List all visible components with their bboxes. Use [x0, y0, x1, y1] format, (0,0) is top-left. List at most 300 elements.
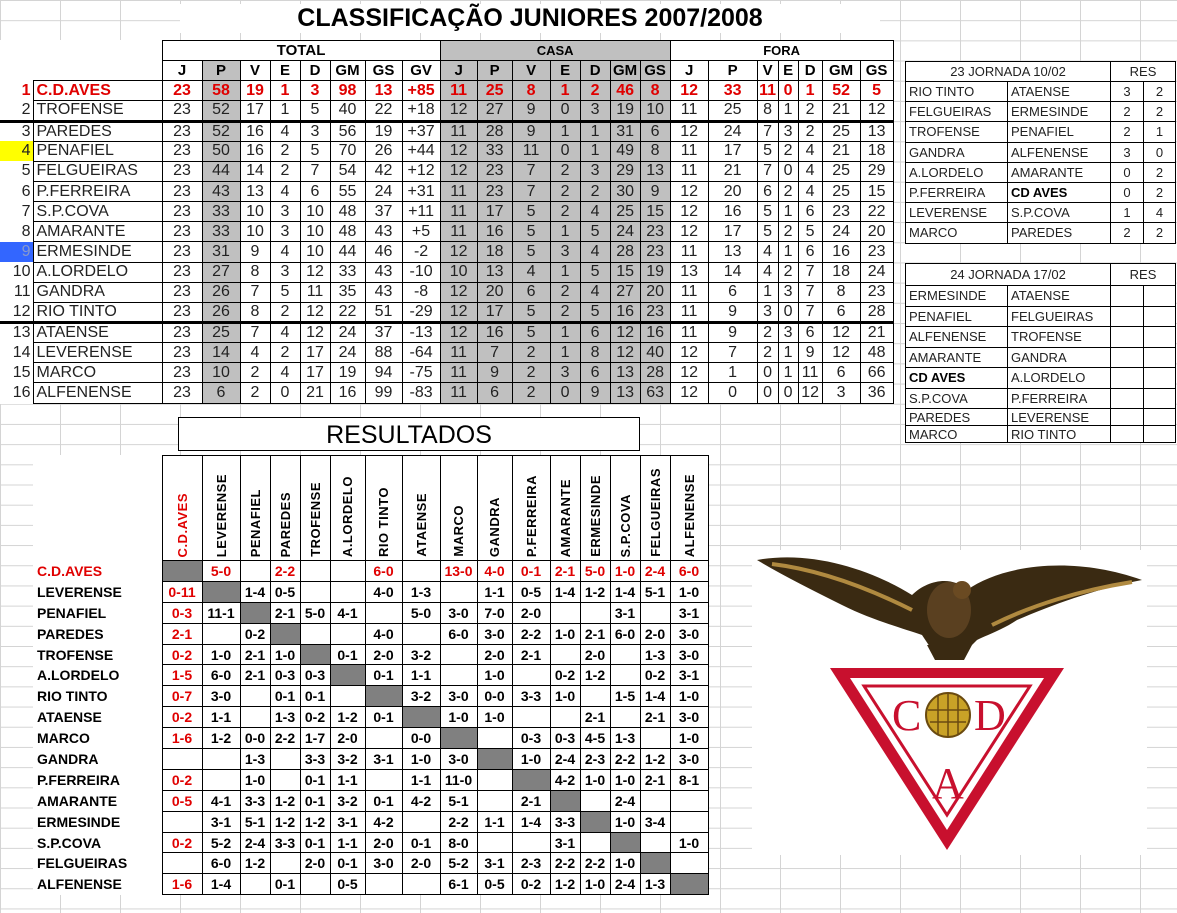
col-team-label: ATAENSE	[413, 493, 429, 557]
score-cell: 2-2	[512, 623, 550, 644]
casa-d: 8	[580, 343, 610, 363]
score-cell: 1-1	[202, 707, 240, 728]
score-cell: 3-0	[440, 686, 477, 707]
d: 5	[300, 101, 330, 121]
p: 50	[202, 141, 240, 161]
casa-gs: 6	[640, 121, 670, 141]
score-cell: 1-0	[580, 874, 610, 895]
diagonal-cell	[640, 853, 670, 874]
score-cell: 1-3	[640, 644, 670, 665]
fora-gm: 6	[822, 363, 860, 383]
fora-d: 4	[798, 181, 822, 201]
home-goals	[1111, 286, 1144, 307]
score-cell: 4-1	[202, 790, 240, 811]
score-cell: 3-4	[640, 811, 670, 832]
p: 31	[202, 242, 240, 262]
gv: +85	[402, 81, 440, 101]
col-team-label: C.D.AVES	[174, 492, 190, 557]
score-cell: 0-0	[240, 728, 270, 749]
fora-j: 11	[670, 302, 708, 322]
fora-p: 33	[708, 81, 757, 101]
score-cell: 0-3	[550, 728, 580, 749]
fixture-row	[906, 347, 1176, 368]
row-team-label: C.D.AVES	[33, 561, 162, 582]
group-total: TOTAL	[162, 41, 440, 61]
score-cell: 3-3	[240, 790, 270, 811]
j: 23	[162, 202, 202, 222]
score-cell: 2-1	[162, 623, 202, 644]
score-cell: 0-1	[300, 790, 330, 811]
fora-v: 4	[757, 242, 778, 262]
p: 33	[202, 222, 240, 242]
rank: 6	[0, 181, 33, 201]
score-cell: 6-0	[670, 561, 708, 582]
fora-v: 5	[757, 141, 778, 161]
rank: 15	[0, 363, 33, 383]
fora-v: 0	[757, 383, 778, 403]
fora-p: 20	[708, 181, 757, 201]
row-team-label: RIO TINTO	[33, 686, 162, 707]
casa-p: 16	[477, 222, 512, 242]
score-cell: 1-0	[610, 561, 640, 582]
team-name: PENAFIEL	[33, 141, 162, 161]
j: 23	[162, 81, 202, 101]
score-cell: 5-1	[440, 790, 477, 811]
fixture-row	[906, 426, 1176, 443]
score-cell	[610, 644, 640, 665]
diagonal-cell	[202, 581, 240, 602]
standings-row	[0, 141, 893, 161]
casa-p: 20	[477, 282, 512, 302]
rank: 2	[0, 101, 33, 121]
e: 4	[270, 363, 300, 383]
casa-v: 5	[512, 302, 550, 322]
gm: 56	[330, 121, 365, 141]
score-cell: 1-3	[270, 707, 300, 728]
casa-v: 9	[512, 101, 550, 121]
fora-v: 11	[757, 81, 778, 101]
casa-gm: 31	[610, 121, 640, 141]
away-team: CD AVES	[1008, 182, 1111, 202]
score-cell: 1-0	[202, 644, 240, 665]
row-team-label: PAREDES	[33, 623, 162, 644]
score-cell: 3-2	[330, 790, 365, 811]
score-cell: 5-2	[202, 832, 240, 853]
fora-v: 1	[757, 282, 778, 302]
p: 14	[202, 343, 240, 363]
fora-j: 12	[670, 81, 708, 101]
d: 7	[300, 161, 330, 181]
fora-e: 2	[778, 181, 798, 201]
away-team: TROFENSE	[1008, 327, 1111, 348]
casa-e: 2	[550, 181, 580, 201]
away-team: ATAENSE	[1008, 82, 1111, 102]
score-cell: 0-1	[365, 790, 402, 811]
casa-j: 12	[440, 302, 477, 322]
home-goals	[1111, 327, 1144, 348]
fora-j: 12	[670, 383, 708, 403]
score-cell: 3-2	[402, 686, 440, 707]
matrix-col-header	[162, 456, 202, 561]
score-cell: 3-1	[670, 665, 708, 686]
v: 2	[240, 363, 270, 383]
casa-p: 25	[477, 81, 512, 101]
score-cell: 1-1	[402, 665, 440, 686]
score-cell	[240, 707, 270, 728]
e: 0	[270, 383, 300, 403]
matrix-row	[33, 728, 708, 749]
score-cell: 2-2	[270, 561, 300, 582]
fora-col-header: P	[708, 61, 757, 81]
casa-j: 11	[440, 121, 477, 141]
score-cell: 2-3	[580, 749, 610, 770]
d: 12	[300, 322, 330, 342]
matrix-col-header	[202, 456, 240, 561]
away-goals: 2	[1144, 82, 1176, 102]
gv: -29	[402, 302, 440, 322]
rank: 7	[0, 202, 33, 222]
gv: +37	[402, 121, 440, 141]
fora-gs: 36	[860, 383, 893, 403]
casa-e: 0	[550, 141, 580, 161]
score-cell: 1-1	[330, 769, 365, 790]
score-cell: 2-1	[580, 707, 610, 728]
row-team-label: FELGUEIRAS	[33, 853, 162, 874]
column-header-row	[0, 61, 893, 81]
rank: 12	[0, 302, 33, 322]
row-team-label: LEVERENSE	[33, 581, 162, 602]
rank: 14	[0, 343, 33, 363]
j: 23	[162, 101, 202, 121]
standings-table	[0, 40, 894, 404]
fora-j: 11	[670, 141, 708, 161]
blank	[33, 41, 162, 61]
casa-p: 28	[477, 121, 512, 141]
standings-row	[0, 161, 893, 181]
fora-gm: 25	[822, 161, 860, 181]
fixture-row	[906, 102, 1176, 122]
score-cell: 3-3	[512, 686, 550, 707]
casa-col-header: D	[580, 61, 610, 81]
fora-gs: 5	[860, 81, 893, 101]
e: 4	[270, 181, 300, 201]
score-cell: 3-3	[300, 749, 330, 770]
d: 10	[300, 202, 330, 222]
standings-row	[0, 242, 893, 262]
gm: 70	[330, 141, 365, 161]
standings-row	[0, 282, 893, 302]
fora-d: 2	[798, 121, 822, 141]
score-cell: 0-5	[512, 581, 550, 602]
score-cell: 1-2	[640, 749, 670, 770]
home-goals: 2	[1111, 102, 1144, 122]
gs: 13	[365, 81, 402, 101]
score-cell: 1-4	[640, 686, 670, 707]
col-header: D	[300, 61, 330, 81]
score-cell: 0-1	[300, 686, 330, 707]
casa-e: 2	[550, 202, 580, 222]
casa-j: 12	[440, 322, 477, 342]
home-team: PAREDES	[906, 409, 1008, 426]
home-goals: 2	[1111, 223, 1144, 243]
fora-col-header: GM	[822, 61, 860, 81]
team-name: S.P.COVA	[33, 202, 162, 222]
score-cell: 0-1	[365, 707, 402, 728]
home-team: ERMESINDE	[906, 286, 1008, 307]
round-title: 24 JORNADA 17/02	[906, 264, 1111, 286]
fixture-row	[906, 122, 1176, 142]
team-name: ATAENSE	[33, 322, 162, 342]
score-cell: 0-1	[402, 832, 440, 853]
col-team-label: AMARANTE	[557, 478, 573, 557]
score-cell: 1-0	[477, 707, 512, 728]
score-cell	[402, 811, 440, 832]
team-name: GANDRA	[33, 282, 162, 302]
score-cell	[670, 811, 708, 832]
score-cell	[270, 749, 300, 770]
team-name: LEVERENSE	[33, 343, 162, 363]
score-cell: 3-0	[202, 686, 240, 707]
fora-gs: 48	[860, 343, 893, 363]
away-goals	[1144, 286, 1176, 307]
score-cell	[580, 790, 610, 811]
score-cell: 4-0	[365, 623, 402, 644]
score-cell	[365, 874, 402, 895]
casa-col-header: E	[550, 61, 580, 81]
score-cell	[300, 581, 330, 602]
standings-row	[0, 343, 893, 363]
away-team: FELGUEIRAS	[1008, 306, 1111, 327]
score-cell: 0-5	[270, 581, 300, 602]
home-team: ALFENENSE	[906, 327, 1008, 348]
score-cell: 13-0	[440, 561, 477, 582]
fora-e: 0	[778, 383, 798, 403]
fora-p: 7	[708, 343, 757, 363]
fora-gs: 24	[860, 262, 893, 282]
score-cell: 1-2	[330, 707, 365, 728]
fora-d: 5	[798, 222, 822, 242]
casa-v: 5	[512, 202, 550, 222]
fora-gm: 21	[822, 101, 860, 121]
casa-j: 10	[440, 262, 477, 282]
score-cell: 0-2	[162, 707, 202, 728]
score-cell	[550, 707, 580, 728]
p: 26	[202, 282, 240, 302]
away-goals: 1	[1144, 122, 1176, 142]
j: 23	[162, 121, 202, 141]
col-team-label: MARCO	[451, 505, 466, 557]
d: 12	[300, 302, 330, 322]
diagonal-cell	[477, 749, 512, 770]
v: 13	[240, 181, 270, 201]
score-cell	[640, 728, 670, 749]
score-cell: 2-0	[330, 728, 365, 749]
score-cell	[512, 832, 550, 853]
matrix-row	[33, 790, 708, 811]
casa-gs: 28	[640, 363, 670, 383]
fixture-row	[906, 142, 1176, 162]
e: 2	[270, 302, 300, 322]
v: 17	[240, 101, 270, 121]
col-header: P	[202, 61, 240, 81]
j: 23	[162, 141, 202, 161]
matrix-row	[33, 707, 708, 728]
fixture-row	[906, 286, 1176, 307]
casa-e: 2	[550, 302, 580, 322]
casa-v: 2	[512, 383, 550, 403]
v: 7	[240, 322, 270, 342]
score-cell: 0-1	[300, 832, 330, 853]
fora-gs: 23	[860, 282, 893, 302]
fora-j: 11	[670, 322, 708, 342]
casa-d: 3	[580, 101, 610, 121]
fora-gm: 52	[822, 81, 860, 101]
row-team-label: ATAENSE	[33, 707, 162, 728]
fixture-row	[906, 409, 1176, 426]
team-name: ALFENENSE	[33, 383, 162, 403]
fora-j: 13	[670, 262, 708, 282]
col-team-label: P.FERREIRA	[523, 474, 539, 557]
score-cell: 1-2	[300, 811, 330, 832]
score-cell	[550, 644, 580, 665]
casa-d: 1	[580, 141, 610, 161]
away-goals: 4	[1144, 203, 1176, 223]
fora-j: 12	[670, 343, 708, 363]
p: 52	[202, 121, 240, 141]
score-cell: 1-0	[610, 811, 640, 832]
home-goals	[1111, 388, 1144, 409]
casa-e: 0	[550, 383, 580, 403]
casa-v: 7	[512, 161, 550, 181]
gs: 37	[365, 202, 402, 222]
score-cell	[640, 602, 670, 623]
home-goals	[1111, 347, 1144, 368]
casa-d: 5	[580, 302, 610, 322]
blank	[33, 61, 162, 81]
score-cell: 1-0	[402, 749, 440, 770]
col-header: V	[240, 61, 270, 81]
casa-gs: 16	[640, 322, 670, 342]
svg-text:C: C	[892, 691, 922, 740]
score-cell: 0-11	[162, 581, 202, 602]
fora-v: 5	[757, 202, 778, 222]
fora-gs: 21	[860, 322, 893, 342]
casa-v: 6	[512, 282, 550, 302]
gv: -13	[402, 322, 440, 342]
fora-p: 24	[708, 121, 757, 141]
e: 5	[270, 282, 300, 302]
standings-row	[0, 202, 893, 222]
v: 16	[240, 141, 270, 161]
score-cell	[300, 561, 330, 582]
score-cell: 3-0	[670, 707, 708, 728]
row-team-label: A.LORDELO	[33, 665, 162, 686]
results-title: RESULTADOS	[178, 417, 640, 451]
score-cell: 5-0	[580, 561, 610, 582]
score-cell: 4-0	[477, 561, 512, 582]
away-team: AMARANTE	[1008, 162, 1111, 182]
col-team-label: GANDRA	[487, 496, 502, 557]
fora-e: 0	[778, 302, 798, 322]
col-team-label: S.P.COVA	[617, 493, 633, 557]
score-cell	[202, 749, 240, 770]
casa-e: 2	[550, 282, 580, 302]
home-team: P.FERREIRA	[906, 182, 1008, 202]
fixture-row	[906, 327, 1176, 348]
score-cell: 1-1	[330, 832, 365, 853]
casa-e: 0	[550, 101, 580, 121]
score-cell: 2-0	[512, 602, 550, 623]
fora-gm: 21	[822, 141, 860, 161]
score-cell: 2-1	[512, 790, 550, 811]
diagonal-cell	[300, 644, 330, 665]
score-cell	[580, 686, 610, 707]
score-cell: 2-2	[550, 853, 580, 874]
score-cell	[365, 728, 402, 749]
score-cell: 2-4	[240, 832, 270, 853]
casa-d: 4	[580, 242, 610, 262]
score-cell: 1-0	[610, 769, 640, 790]
fora-e: 1	[778, 202, 798, 222]
score-cell: 6-0	[202, 665, 240, 686]
fora-col-header: GS	[860, 61, 893, 81]
diagonal-cell	[550, 790, 580, 811]
row-team-label: GANDRA	[33, 749, 162, 770]
gm: 40	[330, 101, 365, 121]
score-cell	[440, 644, 477, 665]
e: 2	[270, 141, 300, 161]
v: 10	[240, 202, 270, 222]
score-cell: 1-0	[477, 665, 512, 686]
away-team: RIO TINTO	[1008, 426, 1111, 443]
away-goals	[1144, 409, 1176, 426]
fora-j: 12	[670, 181, 708, 201]
p: 10	[202, 363, 240, 383]
score-cell: 2-0	[300, 853, 330, 874]
score-cell	[640, 832, 670, 853]
row-team-label: MARCO	[33, 728, 162, 749]
fora-p: 13	[708, 242, 757, 262]
away-goals	[1144, 327, 1176, 348]
score-cell: 0-2	[550, 665, 580, 686]
score-cell: 0-2	[640, 665, 670, 686]
score-cell: 0-1	[300, 769, 330, 790]
fixtures-table	[905, 61, 1176, 244]
score-cell: 1-0	[512, 749, 550, 770]
casa-d: 2	[580, 181, 610, 201]
home-goals: 3	[1111, 142, 1144, 162]
matrix-row	[33, 644, 708, 665]
score-cell	[477, 769, 512, 790]
score-cell: 0-1	[270, 874, 300, 895]
score-cell: 3-0	[365, 853, 402, 874]
matrix-col-header	[550, 456, 580, 561]
casa-e: 1	[550, 121, 580, 141]
score-cell: 1-1	[402, 769, 440, 790]
score-cell: 2-2	[580, 853, 610, 874]
score-cell: 0-2	[512, 874, 550, 895]
fora-v: 6	[757, 181, 778, 201]
fora-p: 21	[708, 161, 757, 181]
score-cell: 3-3	[270, 832, 300, 853]
casa-v: 2	[512, 343, 550, 363]
casa-gs: 10	[640, 101, 670, 121]
score-cell: 2-0	[477, 644, 512, 665]
score-cell: 2-1	[640, 769, 670, 790]
fora-gm: 23	[822, 202, 860, 222]
fora-gs: 66	[860, 363, 893, 383]
v: 14	[240, 161, 270, 181]
